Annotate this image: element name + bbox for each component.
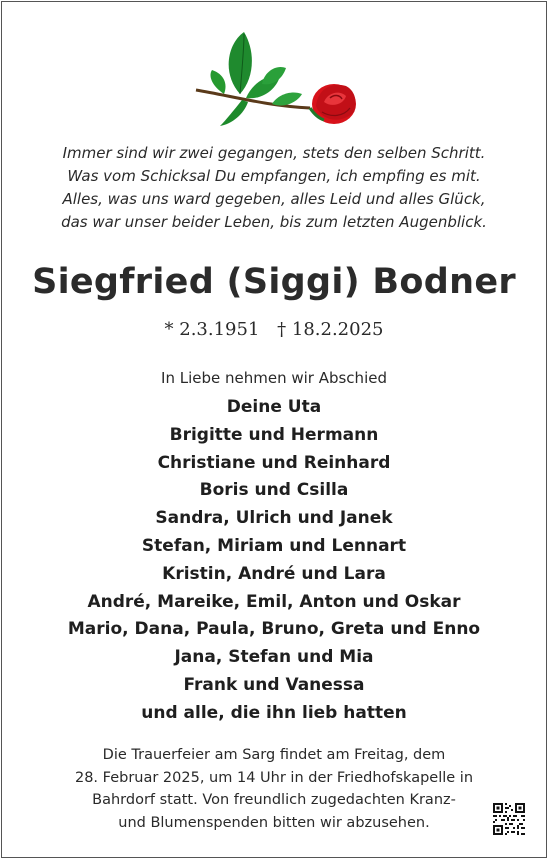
- obituary-notice: [1, 1, 547, 858]
- birth-date: * 2.3.1951: [164, 319, 260, 340]
- list-item: Boris und Csilla: [199, 480, 349, 501]
- funeral-info-line: Die Trauerfeier am Sarg findet am Freitag, dem: [102, 747, 446, 763]
- red-rose-icon: [182, 24, 372, 134]
- funeral-info-line: 28. Februar 2025, um 14 Uhr in der Friedhofskapelle in: [74, 769, 474, 786]
- farewell-intro: In Liebe nehmen wir Abschied: [161, 369, 387, 387]
- death-date: † 18.2.2025: [277, 319, 384, 340]
- funeral-info-line: und Blumenspenden bitten wir abzusehen.: [118, 814, 430, 831]
- list-item: Brigitte und Hermann: [169, 424, 379, 445]
- list-item: Deine Uta: [226, 397, 322, 417]
- list-item: Kristin, André und Lara: [162, 563, 386, 584]
- poem-line: das war unser beider Leben, bis zum letzten Augenblick.: [61, 213, 487, 231]
- poem-line: Immer sind wir zwei gegangen, stets den selben Schritt.: [62, 144, 486, 162]
- list-item: und alle, die ihn lieb hatten: [141, 702, 407, 723]
- list-item: Jana, Stefan und Mia: [174, 647, 374, 668]
- funeral-info: [2, 744, 546, 834]
- list-item: Stefan, Miriam und Lennart: [141, 535, 407, 556]
- list-item: Mario, Dana, Paula, Bruno, Greta und Enno: [67, 619, 481, 640]
- list-item: Sandra, Ulrich und Janek: [155, 508, 393, 529]
- poem-line: Alles, was uns ward gegeben, alles Leid und alles Glück,: [62, 190, 486, 208]
- qr-code-icon[interactable]: [492, 802, 526, 836]
- list-item: Frank und Vanessa: [183, 674, 365, 695]
- life-dates: [2, 318, 546, 342]
- funeral-info-line: Bahrdorf statt. Von freundlich zugedachten Kranz-: [92, 792, 456, 808]
- deceased-name: Siegfried (Siggi) Bodner: [32, 262, 516, 302]
- list-item: Christiane und Reinhard: [157, 452, 391, 473]
- poem-line: Was vom Schicksal Du empfangen, ich empfing es mit.: [67, 167, 481, 185]
- mourners-list: [2, 394, 546, 728]
- poem: [2, 142, 546, 234]
- list-item: André, Mareike, Emil, Anton und Oskar: [87, 591, 461, 612]
